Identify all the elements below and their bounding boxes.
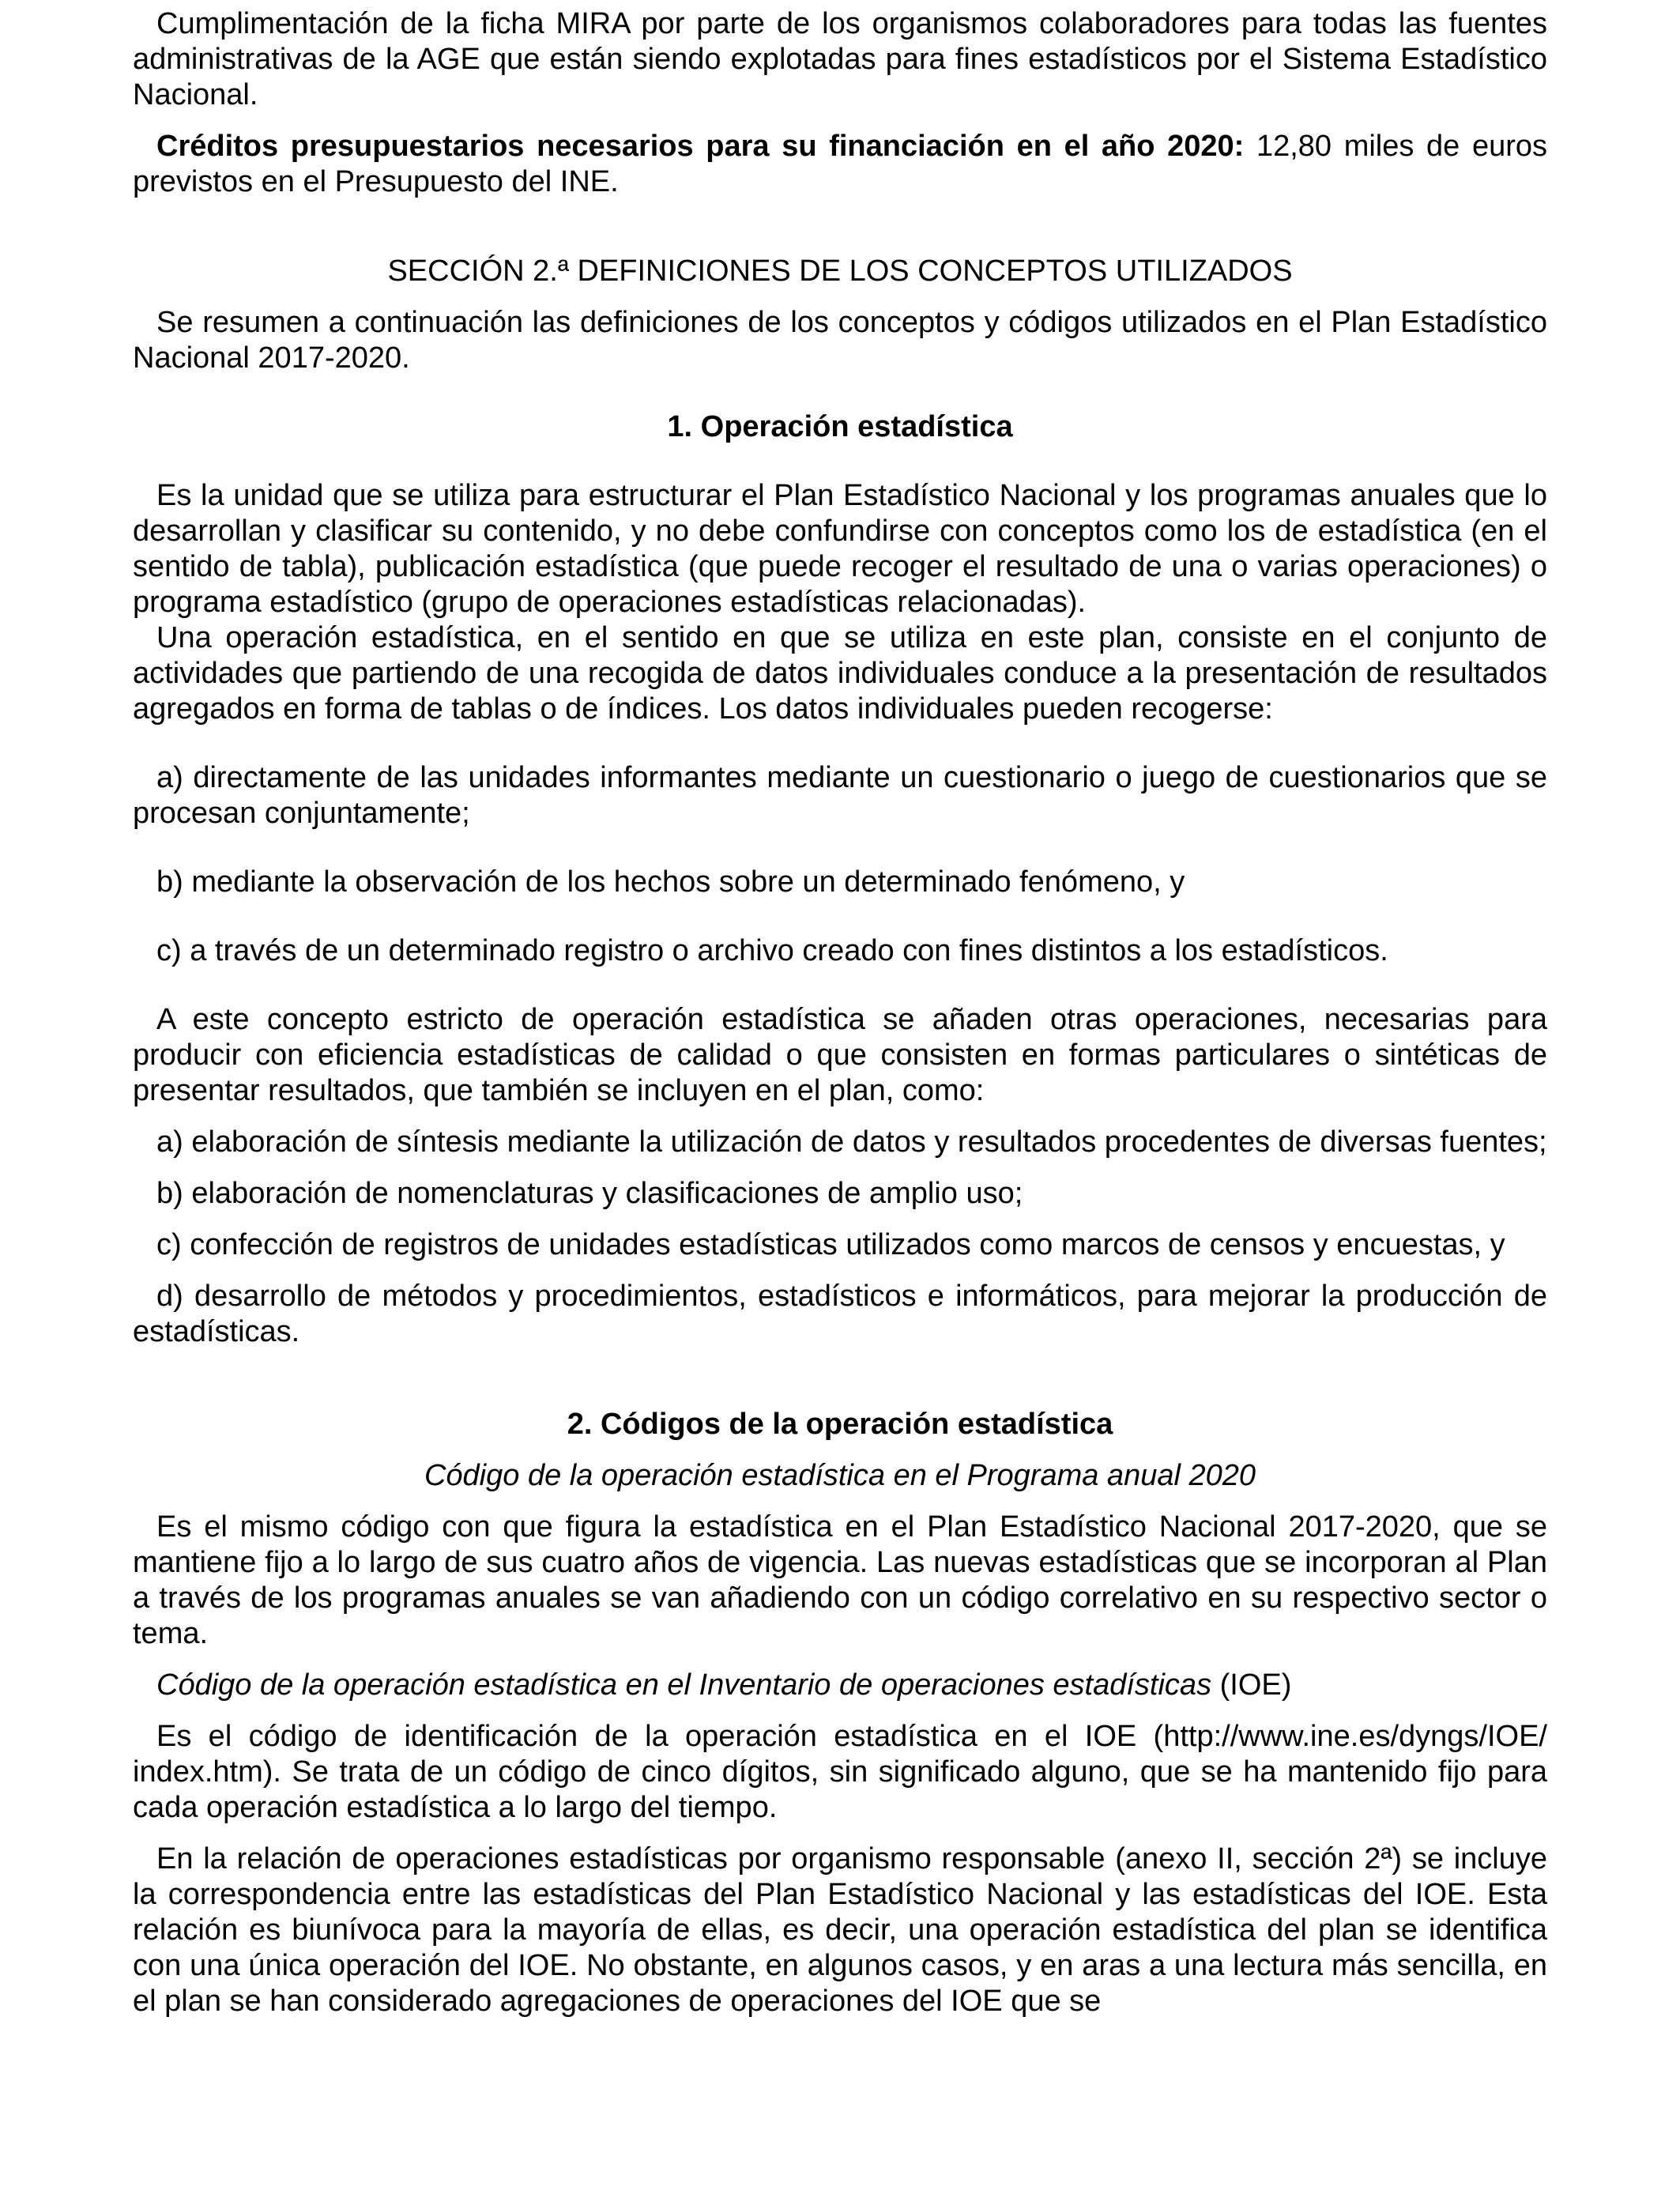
paragraph-codigo-identificacion: Es el código de identificación de la operación estadística en el IOE (http://www.ine.es/dyngs/IOE/ index.htm). Se trata de un código de cinco dígitos, sin significado alguno, que se ha mantenido fijo para cada operación estadística a lo largo del tiempo. <box>133 1720 1547 1824</box>
heading-operacion-estadistica: 1. Operación estadística <box>667 410 1013 443</box>
subheading-codigo-programa: Código de la operación estadística en el Programa anual 2020 <box>424 1459 1256 1492</box>
list-item-a: a) directamente de las unidades informantes mediante un cuestionario o juego de cuestionarios que se procesan conjuntamente; <box>133 761 1547 830</box>
paragraph-mira: Cumplimentación de la ficha MIRA por parte de los organismos colaboradores para todas las fuentes administrativas de la AGE que están siendo explotadas para fines estadísticos por el Sistema Estadístico Nacional. <box>133 7 1547 111</box>
section-heading: SECCIÓN 2.ª DEFINICIONES DE LOS CONCEPTOS UTILIZADOS <box>387 254 1293 288</box>
document-page <box>133 6 1547 2019</box>
paragraph-resumen: Se resumen a continuación las definiciones de los conceptos y códigos utilizados en el Plan Estadístico Nacional 2017-2020. <box>133 306 1547 375</box>
paragraph-unidad: Es la unidad que se utiliza para estructurar el Plan Estadístico Nacional y los programas anuales que lo desarrollan y clasificar su contenido, y no debe confundirse con conceptos como los de estadística (en el sentido de tabla), publicación estadística (que puede recoger el resultado de una o varias operaciones) o programa estadístico (grupo de operaciones estadísticas relacionadas). <box>133 479 1547 619</box>
creditos-value: 12,80 miles de euros previstos en el Presupuesto del INE. <box>133 130 1547 198</box>
list-item-registros: c) confección de registros de unidades estadísticas utilizados como marcos de censos y encuestas, y <box>156 1228 1505 1261</box>
paragraph-mismo-codigo: Es el mismo código con que figura la estadística en el Plan Estadístico Nacional 2017-2020, que se mantiene fijo a lo largo de sus cuatro años de vigencia. Las nuevas estadísticas que se incorporan al Plan a través de los programas anuales se van añadiendo con un código correlativo en su respectivo sector o tema. <box>133 1510 1547 1650</box>
paragraph-relacion: En la relación de operaciones estadísticas por organismo responsable (anexo II, sección 2ª) se incluye la correspondencia entre las estadísticas del Plan Estadístico Nacional y las estadísticas del IOE. Esta relación es biunívoca para la mayoría de ellas, es decir, una operación estadística del plan se identifica con una única operación del IOE. No obstante, en algunos casos, y en aras a una lectura más sencilla, en el plan se han considerado agregaciones de operaciones del IOE que se <box>133 1842 1547 2018</box>
subheading-codigo-ioe <box>133 1668 1547 1703</box>
paragraph-creditos <box>133 129 1547 200</box>
subheading-codigo-ioe-abbr: (IOE) <box>1211 1668 1292 1702</box>
list-item-nomenclaturas: b) elaboración de nomenclaturas y clasificaciones de amplio uso; <box>156 1177 1023 1210</box>
list-item-c: c) a través de un determinado registro o archivo creado con fines distintos a los estadísticos. <box>156 934 1388 967</box>
list-item-metodos: d) desarrollo de métodos y procedimientos, estadísticos e informáticos, para mejorar la producción de estadísticas. <box>133 1280 1547 1348</box>
creditos-label: Créditos presupuestarios necesarios para su financiación en el año 2020: <box>156 130 1245 163</box>
paragraph-definicion: Una operación estadística, en el sentido en que se utiliza en este plan, consiste en el conjunto de actividades que partiendo de una recogida de datos individuales conduce a la presentación de resultados agregados en forma de tablas o de índices. Los datos individuales pueden recogerse: <box>133 621 1547 726</box>
paragraph-concepto-estricto: A este concepto estricto de operación estadística se añaden otras operaciones, necesarias para producir con eficiencia estadísticas de calidad o que consisten en formas particulares o sintéticas de presentar resultados, que también se incluyen en el plan, como: <box>133 1003 1547 1107</box>
heading-codigos: 2. Códigos de la operación estadística <box>567 1408 1113 1441</box>
list-item-sintesis: a) elaboración de síntesis mediante la utilización de datos y resultados procedentes de diversas fuentes; <box>156 1125 1547 1159</box>
subheading-codigo-ioe-italic: Código de la operación estadística en el Inventario de operaciones estadísticas <box>156 1668 1212 1702</box>
list-item-b: b) mediante la observación de los hechos sobre un determinado fenómeno, y <box>156 865 1185 899</box>
